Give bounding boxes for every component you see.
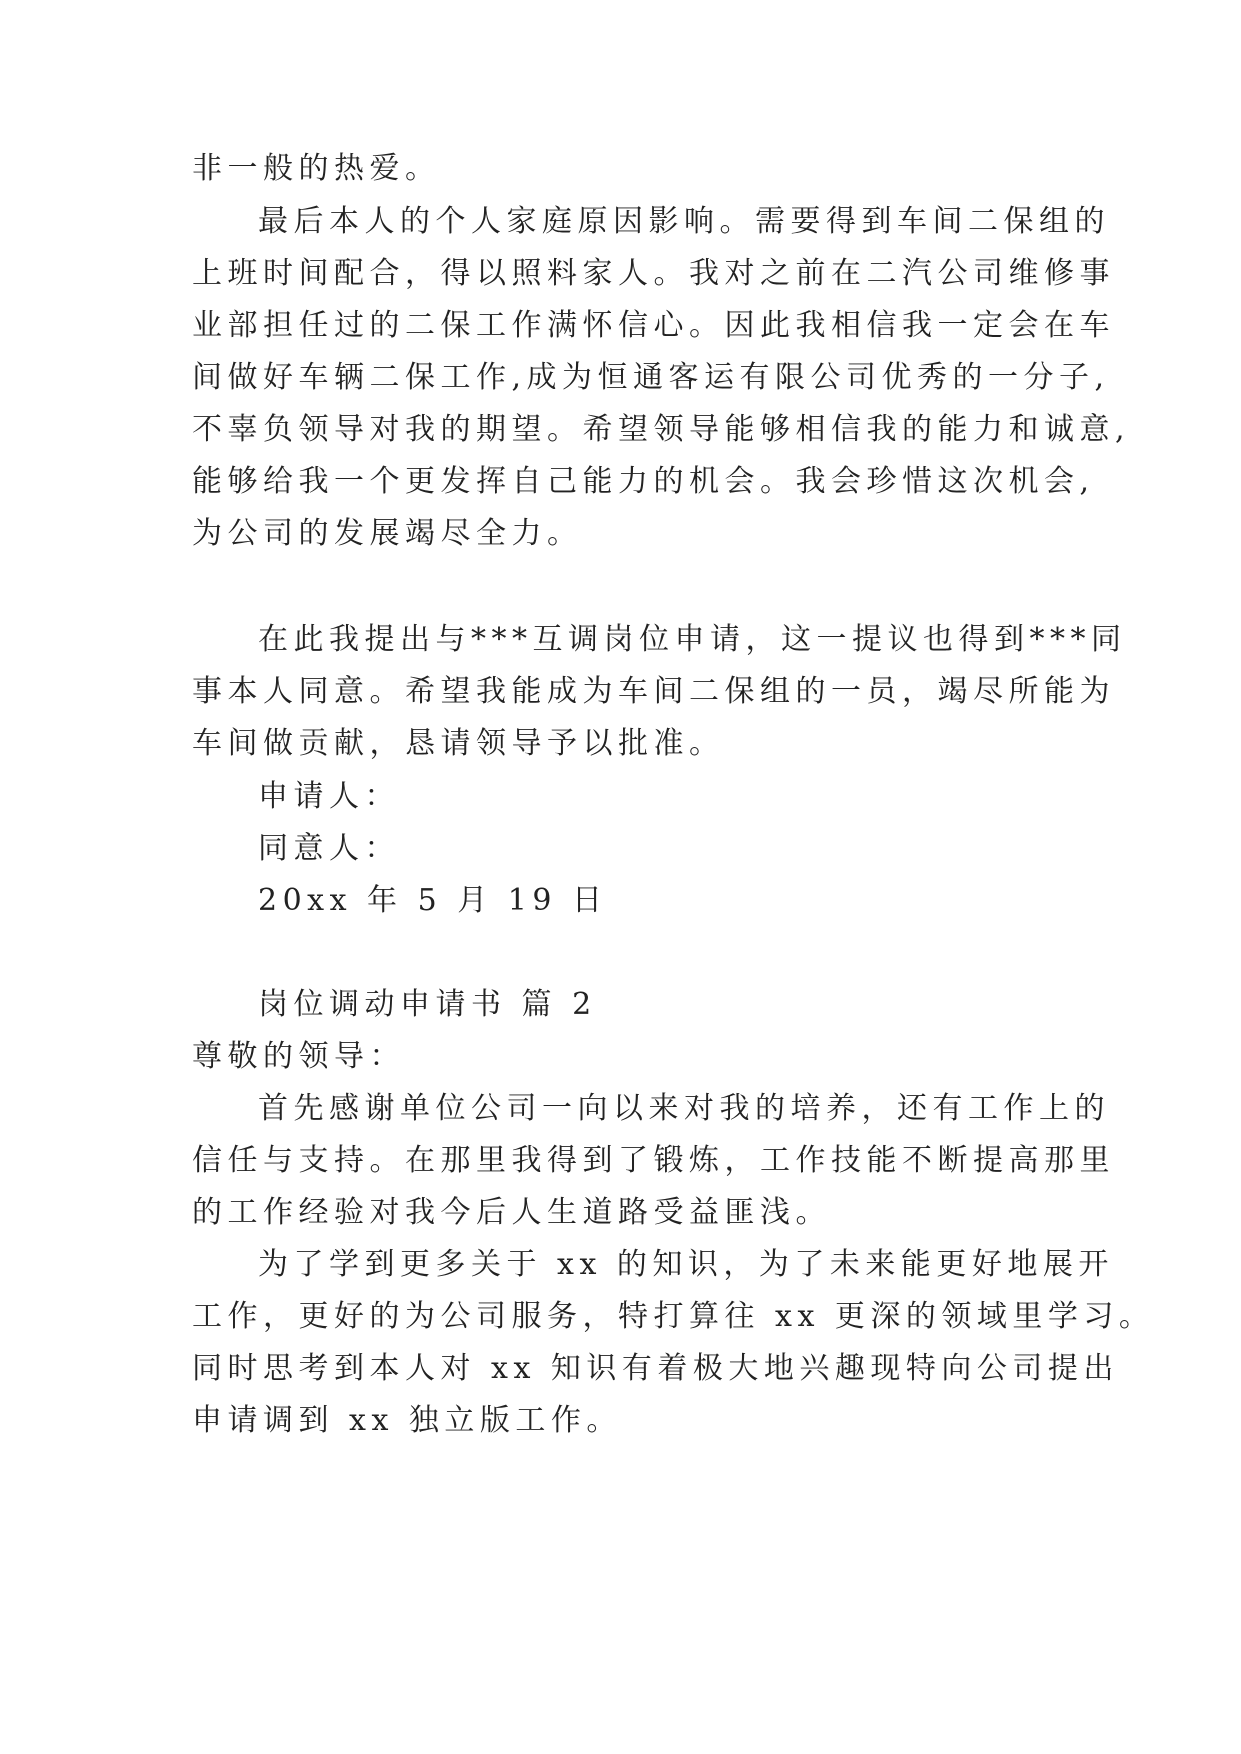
salutation: 尊敬的领导：	[192, 1039, 405, 1074]
paragraph-line: 为公司的发展竭尽全力。	[192, 516, 583, 551]
paragraph-line: 上班时间配合，得以照料家人。我对之前在二汽公司维修事	[192, 256, 1115, 291]
paragraph-line: 能够给我一个更发挥自己能力的机会。我会珍惜这次机会,	[192, 464, 1095, 499]
date-line: 20xx 年 5 月 19 日	[258, 883, 608, 918]
paragraph-line: 间做好车辆二保工作,成为恒通客运有限公司优秀的一分子,	[192, 360, 1110, 395]
section-title: 岗位调动申请书 篇 2	[258, 987, 597, 1022]
paragraph-line: 车间做贡献，恳请领导予以批准。	[192, 726, 725, 761]
paragraph-line: 信任与支持。在那里我得到了锻炼，工作技能不断提高那里	[192, 1143, 1115, 1178]
paragraph-line: 首先感谢单位公司一向以来对我的培养，还有工作上的	[258, 1091, 1110, 1126]
approver-label: 同意人：	[258, 831, 400, 866]
paragraph-line: 在此我提出与***互调岗位申请，这一提议也得到***同	[258, 622, 1127, 657]
paragraph-line: 最后本人的个人家庭原因影响。需要得到车间二保组的	[258, 204, 1110, 239]
paragraph-line: 非一般的热爱。	[192, 151, 441, 186]
paragraph-line: 为了学到更多关于 xx 的知识，为了未来能更好地展开	[258, 1247, 1114, 1282]
paragraph-line: 事本人同意。希望我能成为车间二保组的一员，竭尽所能为	[192, 674, 1115, 709]
applicant-label: 申请人：	[258, 779, 400, 814]
paragraph-line: 工作，更好的为公司服务，特打算往 xx 更深的领域里学习。	[192, 1299, 1155, 1334]
paragraph-line: 业部担任过的二保工作满怀信心。因此我相信我一定会在车	[192, 308, 1115, 343]
paragraph-line: 不辜负领导对我的期望。希望领导能够相信我的能力和诚意,	[192, 412, 1131, 447]
paragraph-line: 的工作经验对我今后人生道路受益匪浅。	[192, 1195, 831, 1230]
paragraph-line: 申请调到 xx 独立版工作。	[192, 1403, 622, 1438]
paragraph-line: 同时思考到本人对 xx 知识有着极大地兴趣现特向公司提出	[192, 1351, 1119, 1386]
